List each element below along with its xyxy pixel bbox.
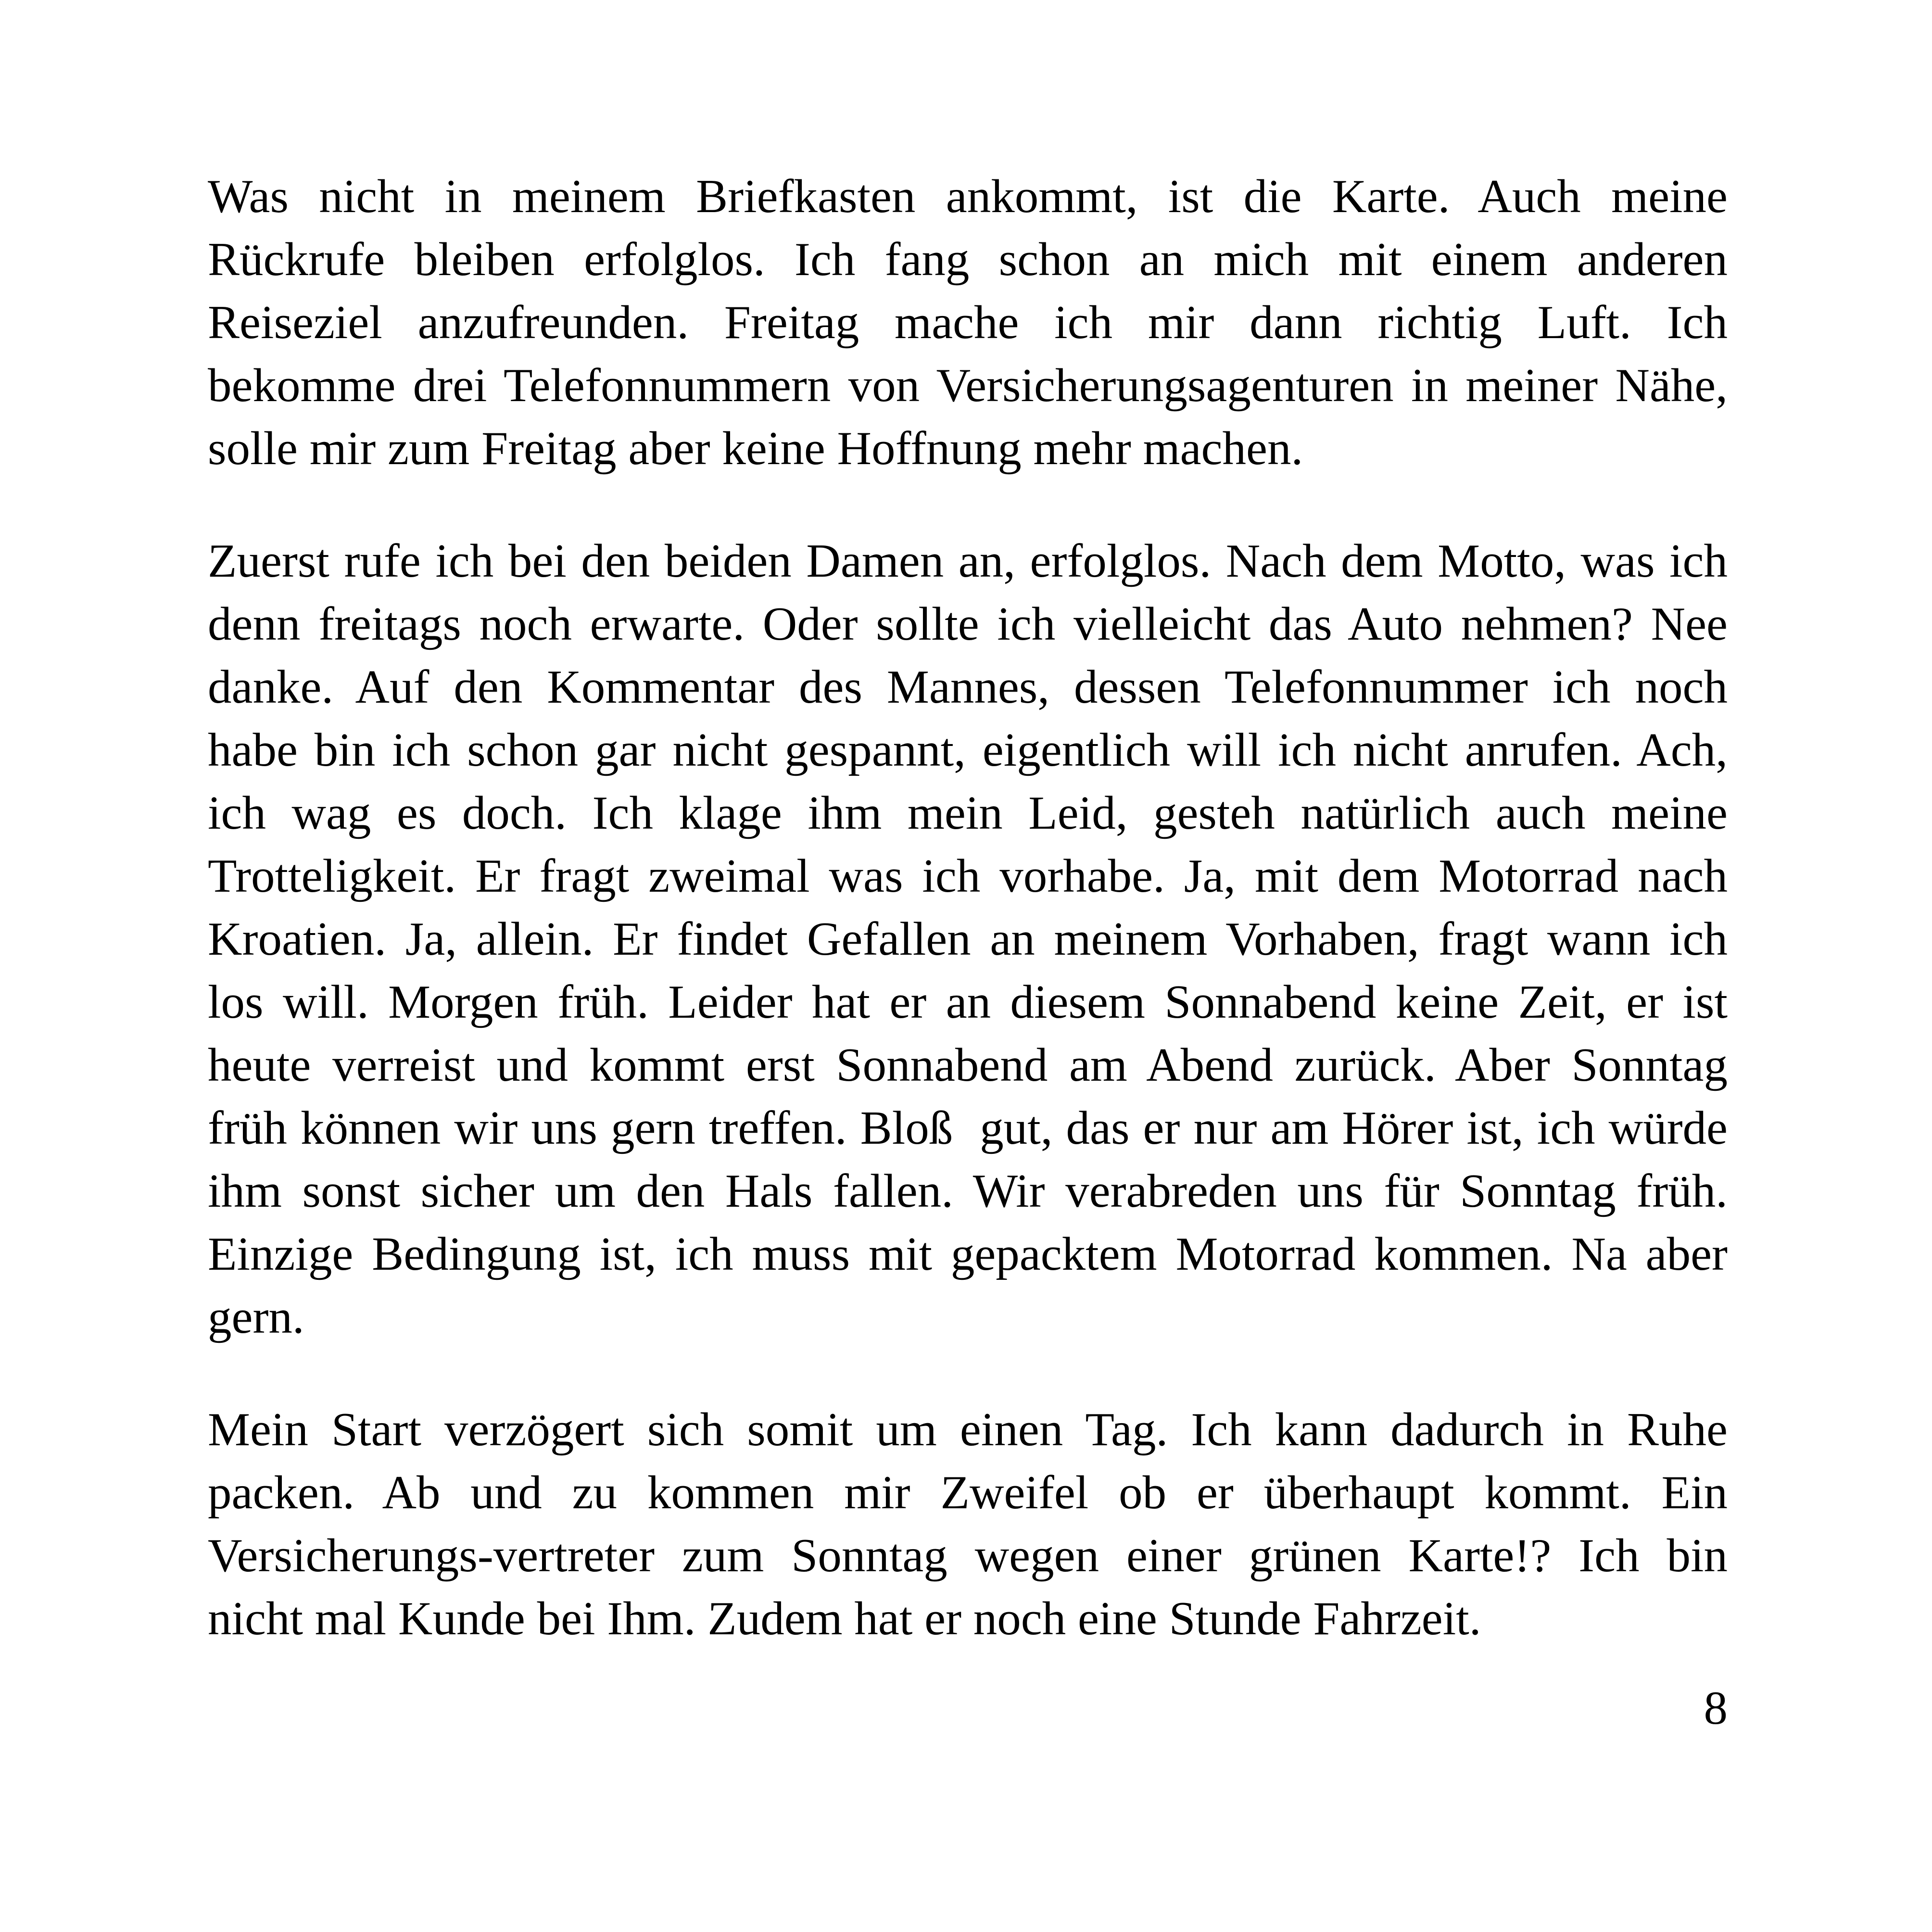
text-line: gern. xyxy=(208,1291,304,1343)
paragraph xyxy=(208,165,1728,480)
text-line: Versicherungs-vertreter zum Sonntag wegen einer grünen Karte!? Ich bin xyxy=(208,1529,1728,1582)
text-line: denn freitags noch erwarte. Oder sollte ich vielleicht das Auto nehmen? Nee xyxy=(208,598,1728,650)
text-line: Rückrufe bleiben erfolglos. Ich fang schon an mich mit einem anderen xyxy=(208,233,1728,286)
text-line: ich wag es doch. Ich klage ihm mein Leid, gesteh natürlich auch meine xyxy=(208,787,1728,839)
text-line: Trotteligkeit. Er fragt zweimal was ich vorhabe. Ja, mit dem Motorrad nach xyxy=(208,850,1728,902)
text-line: habe bin ich schon gar nicht gespannt, eigentlich will ich nicht anrufen. Ach, xyxy=(208,724,1728,776)
text-line: früh können wir uns gern treffen. Bloß gut, das er nur am Hörer ist, ich würde xyxy=(208,1102,1728,1154)
text-line: danke. Auf den Kommentar des Mannes, dessen Telefonnummer ich noch xyxy=(208,661,1728,713)
text-line: nicht mal Kunde bei Ihm. Zudem hat er noch eine Stunde Fahrzeit. xyxy=(208,1592,1481,1645)
text-line: ihm sonst sicher um den Hals fallen. Wir verabreden uns für Sonntag früh. xyxy=(208,1165,1728,1217)
paragraph xyxy=(208,530,1728,1349)
text-line: Kroatien. Ja, allein. Er findet Gefallen an meinem Vorhaben, fragt wann ich xyxy=(208,913,1728,965)
text-line: Einzige Bedingung ist, ich muss mit gepacktem Motorrad kommen. Na aber xyxy=(208,1228,1728,1280)
page-number: 8 xyxy=(1704,1682,1728,1734)
text-line: packen. Ab und zu kommen mir Zweifel ob er überhaupt kommt. Ein xyxy=(208,1466,1728,1519)
text-line: heute verreist und kommt erst Sonnabend am Abend zurück. Aber Sonntag xyxy=(208,1039,1728,1091)
text-line: solle mir zum Freitag aber keine Hoffnung mehr machen. xyxy=(208,422,1303,475)
text-block xyxy=(208,165,1728,1650)
text-line: Zuerst rufe ich bei den beiden Damen an, erfolglos. Nach dem Motto, was ich xyxy=(208,535,1728,587)
text-line: Mein Start verzögert sich somit um einen Tag. Ich kann dadurch in Ruhe xyxy=(208,1403,1728,1456)
text-line: Reiseziel anzufreunden. Freitag mache ich mir dann richtig Luft. Ich xyxy=(208,296,1728,349)
text-line: bekomme drei Telefonnummern von Versicherungsagenturen in meiner Nähe, xyxy=(208,359,1728,412)
text-line: Was nicht in meinem Briefkasten ankommt, ist die Karte. Auch meine xyxy=(208,170,1728,223)
paragraph xyxy=(208,1398,1728,1650)
text-line: los will. Morgen früh. Leider hat er an diesem Sonnabend keine Zeit, er ist xyxy=(208,976,1728,1028)
